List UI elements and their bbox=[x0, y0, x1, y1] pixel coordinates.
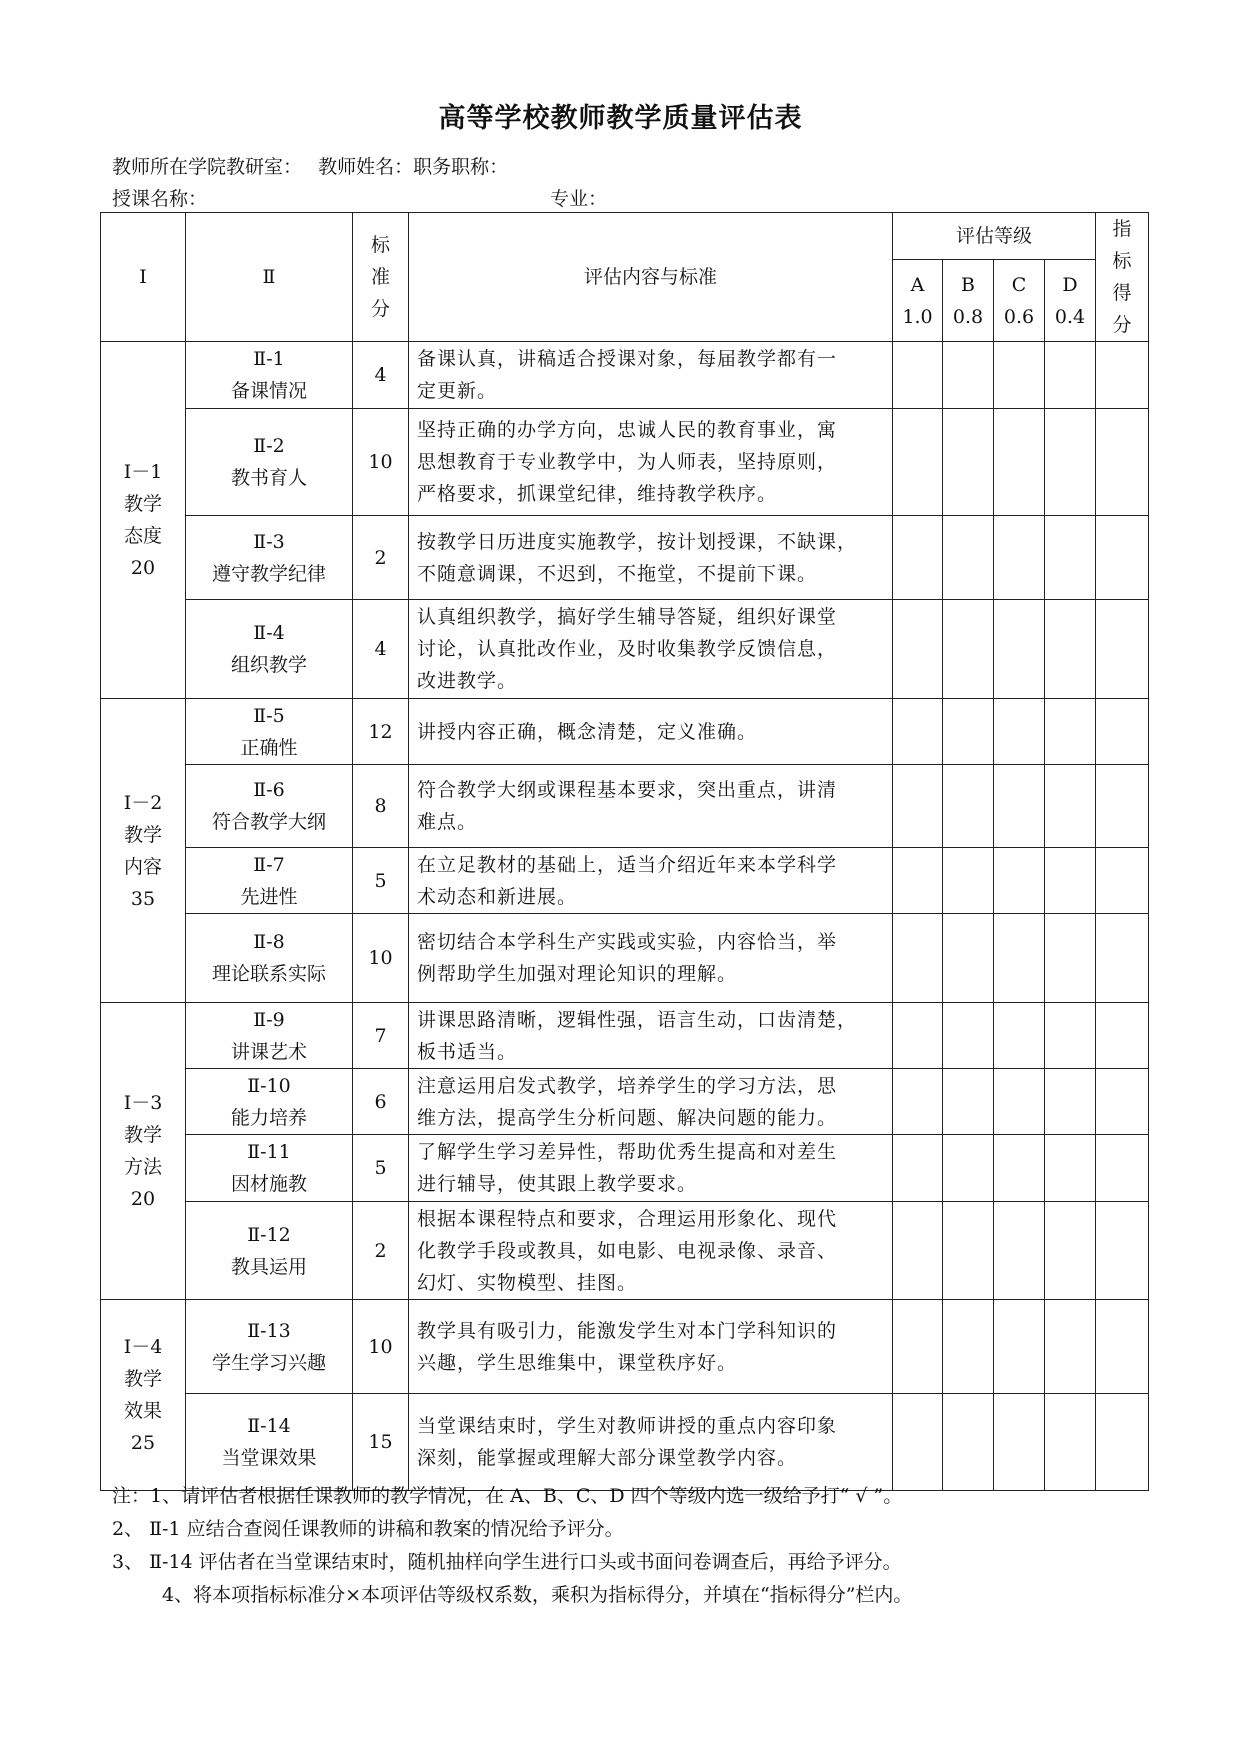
standard-score-cell: 7 bbox=[353, 1003, 409, 1069]
index-score-cell[interactable] bbox=[1096, 765, 1149, 848]
group-cell: Ⅰ－4 教学 效果 25 bbox=[101, 1300, 186, 1491]
grade-d-header: D 0.4 bbox=[1045, 260, 1096, 342]
grade-b-cell[interactable] bbox=[943, 342, 994, 409]
index-score-cell[interactable] bbox=[1096, 409, 1149, 516]
info-line-2 bbox=[112, 184, 672, 211]
standard-score-cell: 10 bbox=[353, 409, 409, 516]
criteria-cell: 讲授内容正确，概念清楚，定义准确。 bbox=[409, 699, 893, 765]
table-row bbox=[101, 1135, 1149, 1202]
grade-d-cell[interactable] bbox=[1045, 516, 1096, 600]
notes bbox=[112, 1480, 1172, 1612]
group-cell: Ⅰ－3 教学 方法 20 bbox=[101, 1003, 186, 1300]
grade-d-cell[interactable] bbox=[1045, 342, 1096, 409]
rank-label: 职务职称： bbox=[413, 156, 509, 178]
grade-c-cell[interactable] bbox=[994, 600, 1045, 699]
standard-score-cell: 2 bbox=[353, 1202, 409, 1300]
grade-b-cell[interactable] bbox=[943, 1202, 994, 1300]
table-row bbox=[101, 914, 1149, 1003]
grade-d-cell[interactable] bbox=[1045, 1202, 1096, 1300]
grade-b-cell[interactable] bbox=[943, 600, 994, 699]
level-1-header: Ⅰ bbox=[101, 213, 186, 342]
criteria-cell: 密切结合本学科生产实践或实验，内容恰当，举 例帮助学生加强对理论知识的理解。 bbox=[409, 914, 893, 1003]
index-score-cell[interactable] bbox=[1096, 699, 1149, 765]
grade-a-cell[interactable] bbox=[893, 1135, 943, 1202]
index-score-header: 指 标 得 分 bbox=[1096, 213, 1149, 342]
table-row bbox=[101, 1202, 1149, 1300]
grade-b-header: B 0.8 bbox=[943, 260, 994, 342]
grade-c-cell[interactable] bbox=[994, 848, 1045, 914]
grade-c-header: C 0.6 bbox=[994, 260, 1045, 342]
criteria-cell: 坚持正确的办学方向，忠诚人民的教育事业，寓 思想教育于专业教学中，为人师表，坚持原则， 严格要求，抓课堂纪律，维持教学秩序。 bbox=[409, 409, 893, 516]
info-line-1 bbox=[112, 152, 518, 179]
grade-b-cell[interactable] bbox=[943, 699, 994, 765]
dept-label: 教师所在学院教研室： bbox=[112, 156, 303, 178]
grade-c-cell[interactable] bbox=[994, 1300, 1045, 1394]
grade-c-cell[interactable] bbox=[994, 699, 1045, 765]
grade-a-cell[interactable] bbox=[893, 848, 943, 914]
index-score-cell[interactable] bbox=[1096, 1394, 1149, 1491]
note-3: 3、 Ⅱ-14 评估者在当堂课结束时，随机抽样向学生进行口头或书面问卷调查后，再给予评分。 bbox=[112, 1551, 902, 1573]
item-cell: Ⅱ-10 能力培养 bbox=[186, 1069, 353, 1135]
index-score-cell[interactable] bbox=[1096, 914, 1149, 1003]
standard-score-cell: 15 bbox=[353, 1394, 409, 1491]
item-cell: Ⅱ-6 符合教学大纲 bbox=[186, 765, 353, 848]
grade-b-cell[interactable] bbox=[943, 516, 994, 600]
table-row bbox=[101, 600, 1149, 699]
course-label: 授课名称： bbox=[112, 188, 208, 210]
grade-a-cell[interactable] bbox=[893, 914, 943, 1003]
grade-a-cell[interactable] bbox=[893, 1300, 943, 1394]
grade-a-cell[interactable] bbox=[893, 516, 943, 600]
grade-b-cell[interactable] bbox=[943, 765, 994, 848]
criteria-cell: 根据本课程特点和要求，合理运用形象化、现代 化教学手段或教具，如电影、电视录像、录音、 幻灯、实物模型、挂图。 bbox=[409, 1202, 893, 1300]
grade-a-cell[interactable] bbox=[893, 699, 943, 765]
table-row bbox=[101, 1300, 1149, 1394]
grade-header: 评估等级 bbox=[893, 213, 1096, 260]
grade-b-cell[interactable] bbox=[943, 1300, 994, 1394]
item-cell: Ⅱ-11 因材施教 bbox=[186, 1135, 353, 1202]
grade-a-header: A 1.0 bbox=[893, 260, 943, 342]
grade-c-cell[interactable] bbox=[994, 914, 1045, 1003]
index-score-cell[interactable] bbox=[1096, 516, 1149, 600]
grade-a-cell[interactable] bbox=[893, 1003, 943, 1069]
standard-score-cell: 5 bbox=[353, 848, 409, 914]
evaluation-table bbox=[100, 212, 1149, 1491]
criteria-cell: 在立足教材的基础上，适当介绍近年来本学科学 术动态和新进展。 bbox=[409, 848, 893, 914]
criteria-cell: 备课认真，讲稿适合授课对象，每届教学都有一 定更新。 bbox=[409, 342, 893, 409]
grade-d-cell[interactable] bbox=[1045, 1003, 1096, 1069]
content-header: 评估内容与标准 bbox=[409, 213, 893, 342]
note-1: 注：1、请评估者根据任课教师的教学情况，在 A、B、C、D 四个等级内选一级给予打“ √ ”。 bbox=[112, 1485, 903, 1507]
grade-a-cell[interactable] bbox=[893, 1069, 943, 1135]
grade-c-cell[interactable] bbox=[994, 516, 1045, 600]
table-row bbox=[101, 409, 1149, 516]
grade-a-cell[interactable] bbox=[893, 342, 943, 409]
item-cell: Ⅱ-7 先进性 bbox=[186, 848, 353, 914]
index-score-cell[interactable] bbox=[1096, 600, 1149, 699]
standard-score-cell: 4 bbox=[353, 600, 409, 699]
table-row bbox=[101, 342, 1149, 409]
note-2: 2、 Ⅱ-1 应结合查阅任课教师的讲稿和教案的情况给予评分。 bbox=[112, 1518, 624, 1540]
group-cell: Ⅰ－1 教学 态度 20 bbox=[101, 342, 186, 699]
item-cell: Ⅱ-12 教具运用 bbox=[186, 1202, 353, 1300]
index-score-cell[interactable] bbox=[1096, 1202, 1149, 1300]
grade-c-cell[interactable] bbox=[994, 1069, 1045, 1135]
teacher-name-label: 教师姓名： bbox=[318, 156, 414, 178]
item-cell: Ⅱ-9 讲课艺术 bbox=[186, 1003, 353, 1069]
table-row bbox=[101, 1394, 1149, 1491]
criteria-cell: 教学具有吸引力，能激发学生对本门学科知识的 兴趣，学生思维集中，课堂秩序好。 bbox=[409, 1300, 893, 1394]
criteria-cell: 符合教学大纲或课程基本要求，突出重点，讲清 难点。 bbox=[409, 765, 893, 848]
header-row-1 bbox=[101, 213, 1149, 260]
standard-score-header: 标 准 分 bbox=[353, 213, 409, 342]
grade-b-cell[interactable] bbox=[943, 1003, 994, 1069]
item-cell: Ⅱ-13 学生学习兴趣 bbox=[186, 1300, 353, 1394]
index-score-cell[interactable] bbox=[1096, 1069, 1149, 1135]
criteria-cell: 注意运用启发式教学，培养学生的学习方法，思 维方法，提高学生分析问题、解决问题的能力。 bbox=[409, 1069, 893, 1135]
table-row bbox=[101, 1069, 1149, 1135]
index-score-cell[interactable] bbox=[1096, 848, 1149, 914]
standard-score-cell: 10 bbox=[353, 914, 409, 1003]
criteria-cell: 讲课思路清晰，逻辑性强，语言生动，口齿清楚， 板书适当。 bbox=[409, 1003, 893, 1069]
table-row bbox=[101, 765, 1149, 848]
grade-a-cell[interactable] bbox=[893, 1202, 943, 1300]
table-row bbox=[101, 1003, 1149, 1069]
item-cell: Ⅱ-8 理论联系实际 bbox=[186, 914, 353, 1003]
index-score-cell[interactable] bbox=[1096, 342, 1149, 409]
standard-score-cell: 12 bbox=[353, 699, 409, 765]
grade-d-cell[interactable] bbox=[1045, 848, 1096, 914]
criteria-cell: 了解学生学习差异性，帮助优秀生提高和对差生 进行辅导，使其跟上教学要求。 bbox=[409, 1135, 893, 1202]
grade-c-cell[interactable] bbox=[994, 409, 1045, 516]
standard-score-cell: 10 bbox=[353, 1300, 409, 1394]
grade-c-cell[interactable] bbox=[994, 1394, 1045, 1491]
grade-c-cell[interactable] bbox=[994, 1202, 1045, 1300]
standard-score-cell: 4 bbox=[353, 342, 409, 409]
table-row bbox=[101, 848, 1149, 914]
grade-b-cell[interactable] bbox=[943, 1394, 994, 1491]
criteria-cell: 当堂课结束时，学生对教师讲授的重点内容印象 深刻，能掌握或理解大部分课堂教学内容。 bbox=[409, 1394, 893, 1491]
grade-d-cell[interactable] bbox=[1045, 1394, 1096, 1491]
grade-d-cell[interactable] bbox=[1045, 600, 1096, 699]
item-cell: Ⅱ-1 备课情况 bbox=[186, 342, 353, 409]
grade-d-cell[interactable] bbox=[1045, 1135, 1096, 1202]
grade-c-cell[interactable] bbox=[994, 1003, 1045, 1069]
item-cell: Ⅱ-3 遵守教学纪律 bbox=[186, 516, 353, 600]
grade-b-cell[interactable] bbox=[943, 914, 994, 1003]
grade-c-cell[interactable] bbox=[994, 765, 1045, 848]
grade-d-cell[interactable] bbox=[1045, 1300, 1096, 1394]
grade-b-cell[interactable] bbox=[943, 848, 994, 914]
standard-score-cell: 2 bbox=[353, 516, 409, 600]
item-cell: Ⅱ-14 当堂课效果 bbox=[186, 1394, 353, 1491]
standard-score-cell: 8 bbox=[353, 765, 409, 848]
grade-d-cell[interactable] bbox=[1045, 1069, 1096, 1135]
note-4: 4、将本项指标标准分×本项评估等级权系数，乘积为指标得分，并填在“指标得分”栏内。 bbox=[162, 1584, 913, 1606]
form-title: 高等学校教师教学质量评估表 bbox=[438, 103, 803, 134]
item-cell: Ⅱ-2 教书育人 bbox=[186, 409, 353, 516]
grade-b-cell[interactable] bbox=[943, 409, 994, 516]
grade-b-cell[interactable] bbox=[943, 1135, 994, 1202]
grade-a-cell[interactable] bbox=[893, 409, 943, 516]
index-score-cell[interactable] bbox=[1096, 1300, 1149, 1394]
grade-c-cell[interactable] bbox=[994, 1135, 1045, 1202]
grade-d-cell[interactable] bbox=[1045, 409, 1096, 516]
index-score-cell[interactable] bbox=[1096, 1135, 1149, 1202]
grade-b-cell[interactable] bbox=[943, 1069, 994, 1135]
item-cell: Ⅱ-5 正确性 bbox=[186, 699, 353, 765]
table-row bbox=[101, 699, 1149, 765]
standard-score-cell: 5 bbox=[353, 1135, 409, 1202]
level-2-header: Ⅱ bbox=[186, 213, 353, 342]
grade-d-cell[interactable] bbox=[1045, 914, 1096, 1003]
grade-c-cell[interactable] bbox=[994, 342, 1045, 409]
grade-d-cell[interactable] bbox=[1045, 765, 1096, 848]
group-cell: Ⅰ－2 教学 内容 35 bbox=[101, 699, 186, 1003]
index-score-cell[interactable] bbox=[1096, 1003, 1149, 1069]
grade-a-cell[interactable] bbox=[893, 765, 943, 848]
standard-score-cell: 6 bbox=[353, 1069, 409, 1135]
grade-a-cell[interactable] bbox=[893, 600, 943, 699]
major-label: 专业： bbox=[550, 188, 608, 210]
criteria-cell: 认真组织教学，搞好学生辅导答疑，组织好课堂 讨论，认真批改作业，及时收集教学反馈信息， 改进教学。 bbox=[409, 600, 893, 699]
table-row bbox=[101, 516, 1149, 600]
grade-d-cell[interactable] bbox=[1045, 699, 1096, 765]
item-cell: Ⅱ-4 组织教学 bbox=[186, 600, 353, 699]
criteria-cell: 按教学日历进度实施教学，按计划授课，不缺课， 不随意调课，不迟到，不拖堂，不提前下课。 bbox=[409, 516, 893, 600]
grade-a-cell[interactable] bbox=[893, 1394, 943, 1491]
